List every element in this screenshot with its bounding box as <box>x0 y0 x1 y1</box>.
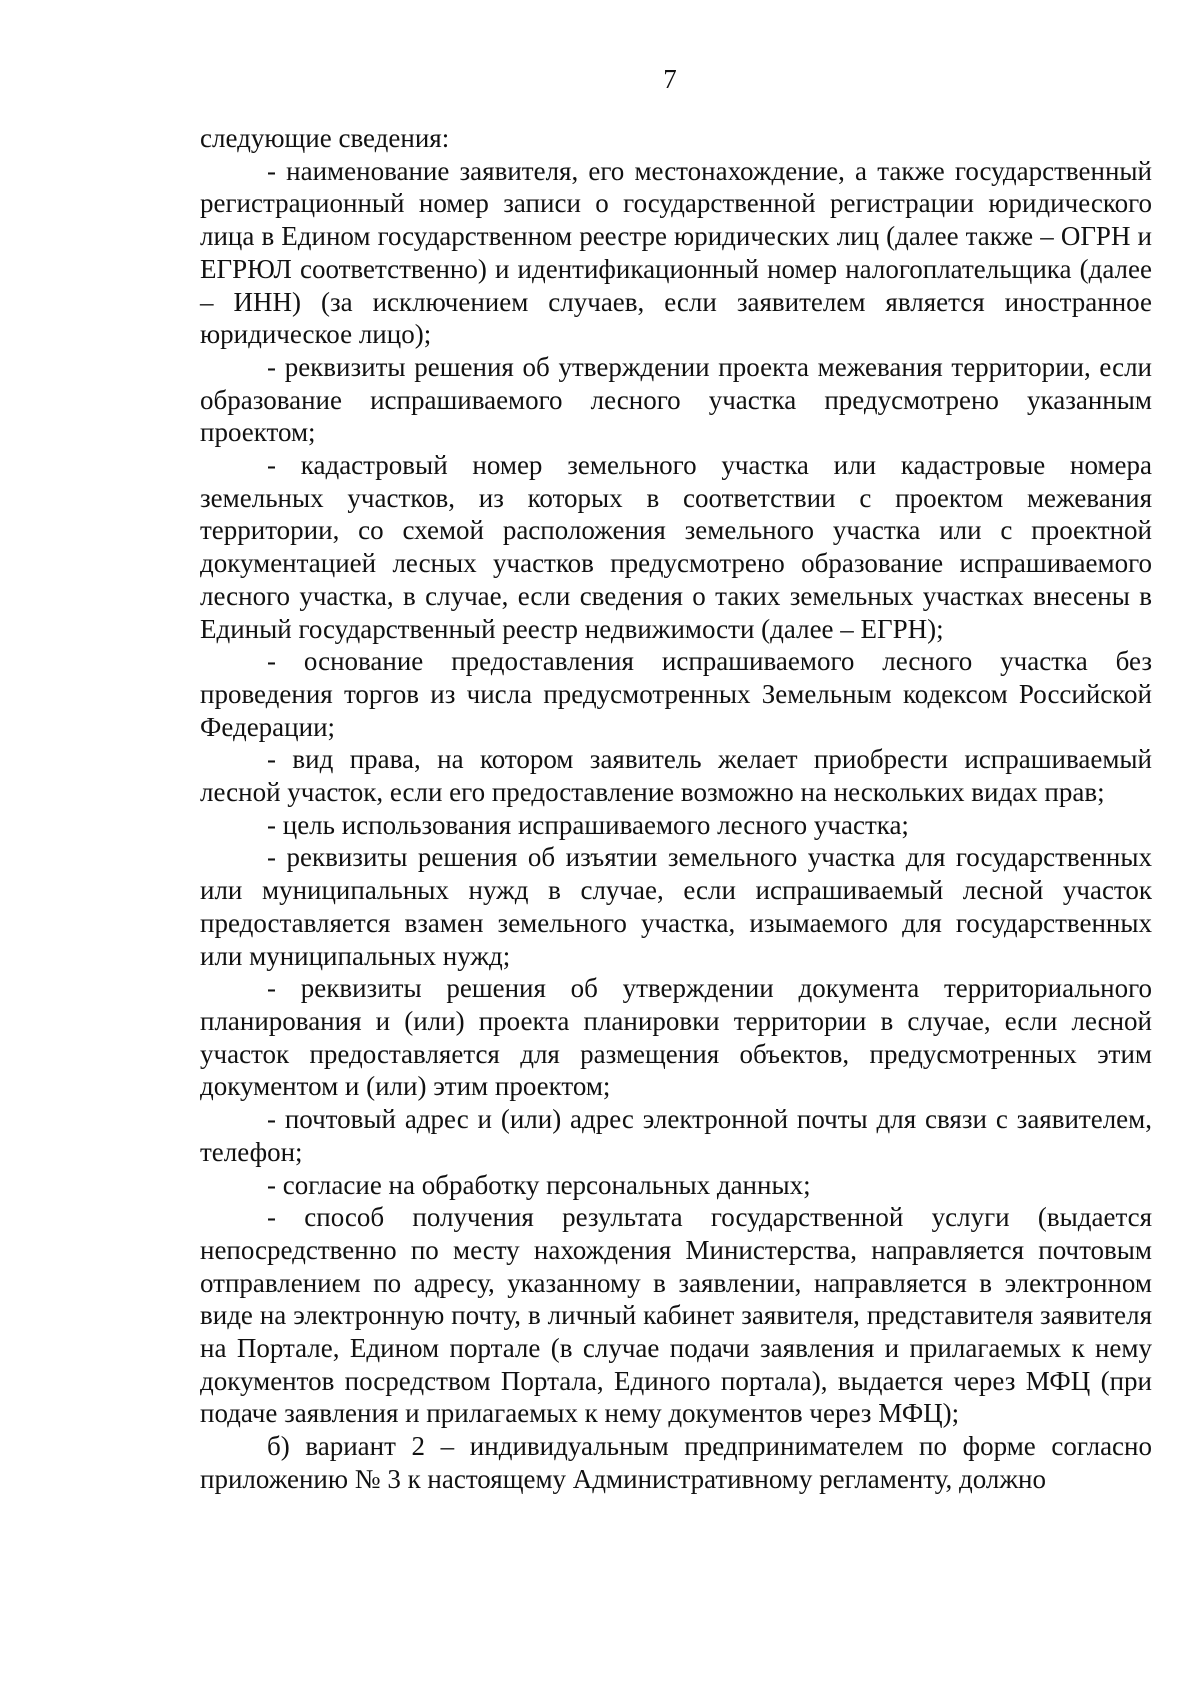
paragraph-consent: - согласие на обработку персональных данных; <box>267 1169 811 1200</box>
paragraph-right-type: - вид права, на котором заявитель желает приобрести испрашиваемый лесной участок, если его предоставление возможно на нескольких видах прав; <box>200 744 1152 808</box>
document-body <box>200 122 1152 1496</box>
paragraph-purpose: - цель использования испрашиваемого лесного участка; <box>267 809 909 840</box>
paragraph-intro: следующие сведения: <box>200 123 450 153</box>
paragraph-grounds: - основание предоставления испрашиваемого лесного участка без проведения торгов из числа предусмотренных Земельным кодексом Российской Федерации; <box>200 646 1152 742</box>
paragraph-applicant-name: - наименование заявителя, его местонахождение, а также государственный регистрационный номер записи о государственной регистрации юридического лица в Едином государственном реестре юридических лиц (далее также – ОГРН и ЕГРЮЛ соответственно) и идентификационный номер налогоплательщика (далее – ИНН) (за исключением случаев, если заявителем является иностранное юридическое лицо); <box>200 155 1152 350</box>
paragraph-contact-address: - почтовый адрес и (или) адрес электронной почты для связи с заявителем, телефон; <box>200 1104 1152 1167</box>
paragraph-survey-project: - реквизиты решения об утверждении проекта межевания территории, если образование испрашиваемого лесного участка предусмотрено указанным проектом; <box>200 351 1152 448</box>
paragraph-planning-document: - реквизиты решения об утверждении документа территориального планирования и (или) проекта планировки территории в случае, если лесной участок предоставляется для размещения объектов, предусмотренных этим документом и (или) этим проектом; <box>200 973 1152 1102</box>
paragraph-cadastral-number: - кадастровый номер земельного участка или кадастровые номера земельных участков, из которых в соответствии с проектом межевания территории, со схемой расположения земельного участка или с проектной документацией лесных участков предусмотрено образование испрашиваемого лесного участка, в случае, если сведения о таких земельных участках внесены в Единый государственный реестр недвижимости (далее – ЕГРН); <box>200 450 1152 644</box>
paragraph-seizure-decision: - реквизиты решения об изъятии земельного участка для государственных или муниципальных нужд в случае, если испрашиваемый лесной участок предоставляется взамен земельного участка, изымаемого для государственных или муниципальных нужд; <box>200 842 1152 971</box>
paragraph-result-method: - способ получения результата государственной услуги (выдается непосредственно по месту нахождения Министерства, направляется почтовым отправлением по адресу, указанному в заявлении, направляется в электронном виде на электронную почту, в личный кабинет заявителя, представителя заявителя на Портале, Едином портале (в случае подачи заявления и прилагаемых к нему документов посредством Портала, Единого портала), выдается через МФЦ (при подаче заявления и прилагаемых к нему документов через МФЦ); <box>200 1202 1152 1429</box>
paragraph-variant-2: б) вариант 2 – индивидуальным предпринимателем по форме согласно приложению № 3 к настоящему Административному регламенту, должно <box>200 1431 1152 1494</box>
page-number: 7 <box>663 64 677 94</box>
